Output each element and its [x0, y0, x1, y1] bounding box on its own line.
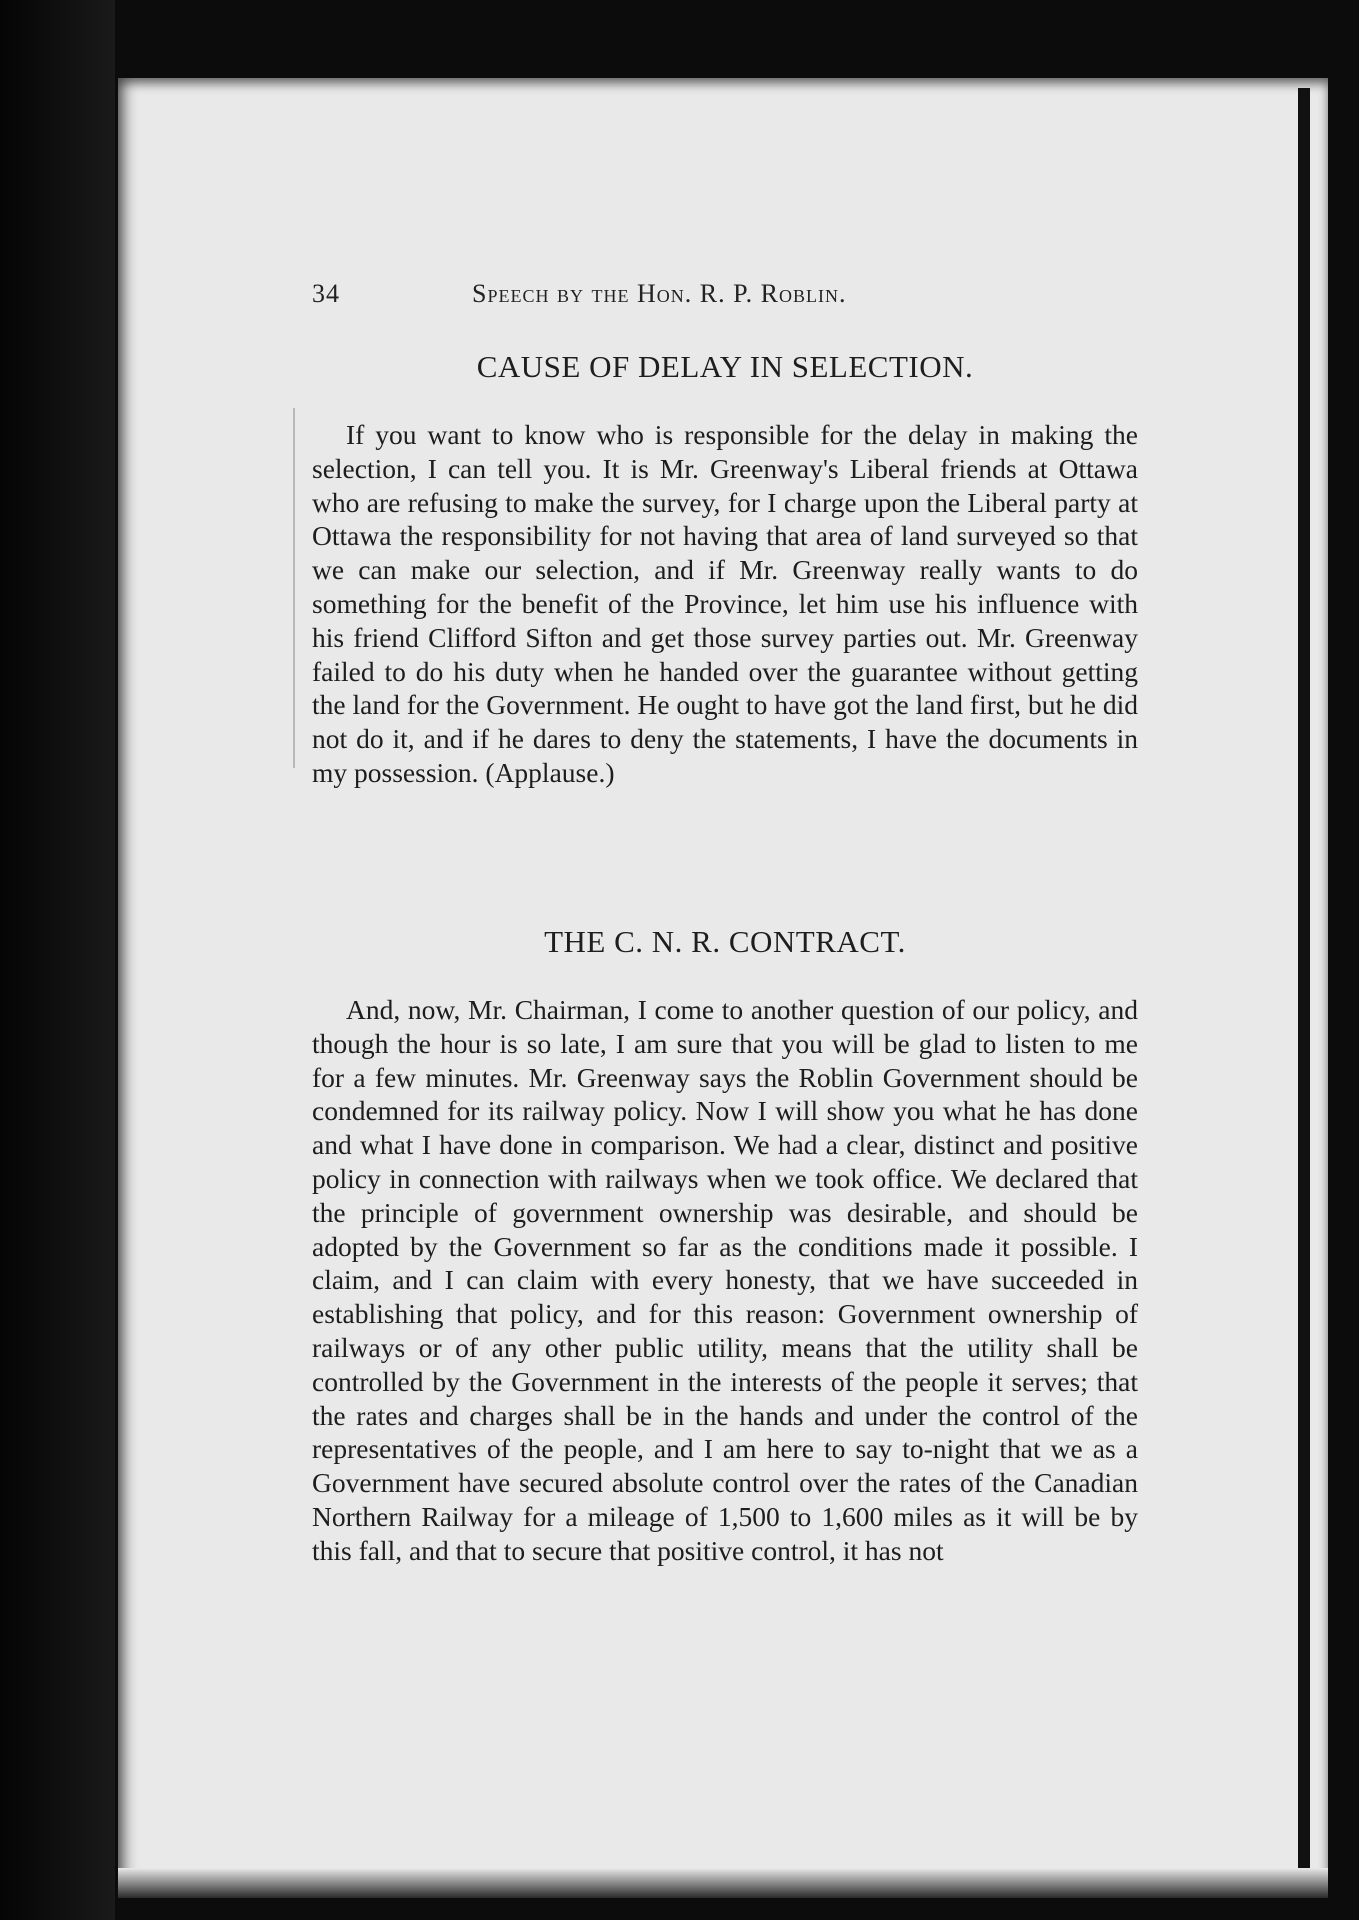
- running-head-title: Speech by the Hon. R. P. Roblin.: [472, 279, 847, 308]
- section-heading-cnr-contract: THE C. N. R. CONTRACT.: [544, 924, 906, 959]
- gutter-line: [293, 408, 295, 768]
- page-number: 34: [312, 279, 340, 308]
- binding-edge: [1298, 88, 1310, 1888]
- running-head: [312, 279, 1112, 319]
- section-heading-cause-of-delay: CAUSE OF DELAY IN SELECTION.: [476, 349, 974, 384]
- scan-left-edge: [0, 0, 115, 1920]
- paragraph-cause-of-delay: If you want to know who is responsible for the delay in making the selection, I can tell you. It is Mr. Greenway's Liberal friends at Ottawa who are refusing to make the survey, for I charge upon the Liberal party at Ottawa the responsibility for not having that area of land surveyed so that we can make our selection, and if Mr. Greenway really wants to do something for the benefit of the Province, let him use his influence with his friend Clifford Sifton and get those survey parties out. Mr. Greenway failed to do his duty when he handed over the guarantee without getting the land for the Government. He ought to have got the land first, but he did not do it, and if he dares to deny the statements, I have the documents in my possession. (Applause.): [312, 419, 1138, 788]
- paragraph-cnr-contract: And, now, Mr. Chairman, I come to another question of our policy, and though the hour is so late, I am sure that you will be glad to listen to me for a few minutes. Mr. Greenway says the Roblin Government should be condemned for its railway policy. Now I will show you what he has done and what I have done in comparison. We had a clear, distinct and positive policy in connection with railways when we took office. We declared that the principle of government ownership was desirable, and should be adopted by the Government so far as the conditions made it possible. I claim, and I can claim with every honesty, that we have succeeded in establishing that policy, and for this reason: Government ownership of railways or of any other public utility, means that the utility shall be controlled by the Government in the interests of the people it serves; that the rates and charges shall be in the hands and under the control of the representatives of the people, and I am here to say to-night that we as a Government have secured absolute control over the rates of the Canadian Northern Railway for a mileage of 1,500 to 1,600 miles as it will be by this fall, and that to secure that positive control, it has not: [312, 994, 1138, 1566]
- page-bottom-shadow: [118, 1868, 1328, 1898]
